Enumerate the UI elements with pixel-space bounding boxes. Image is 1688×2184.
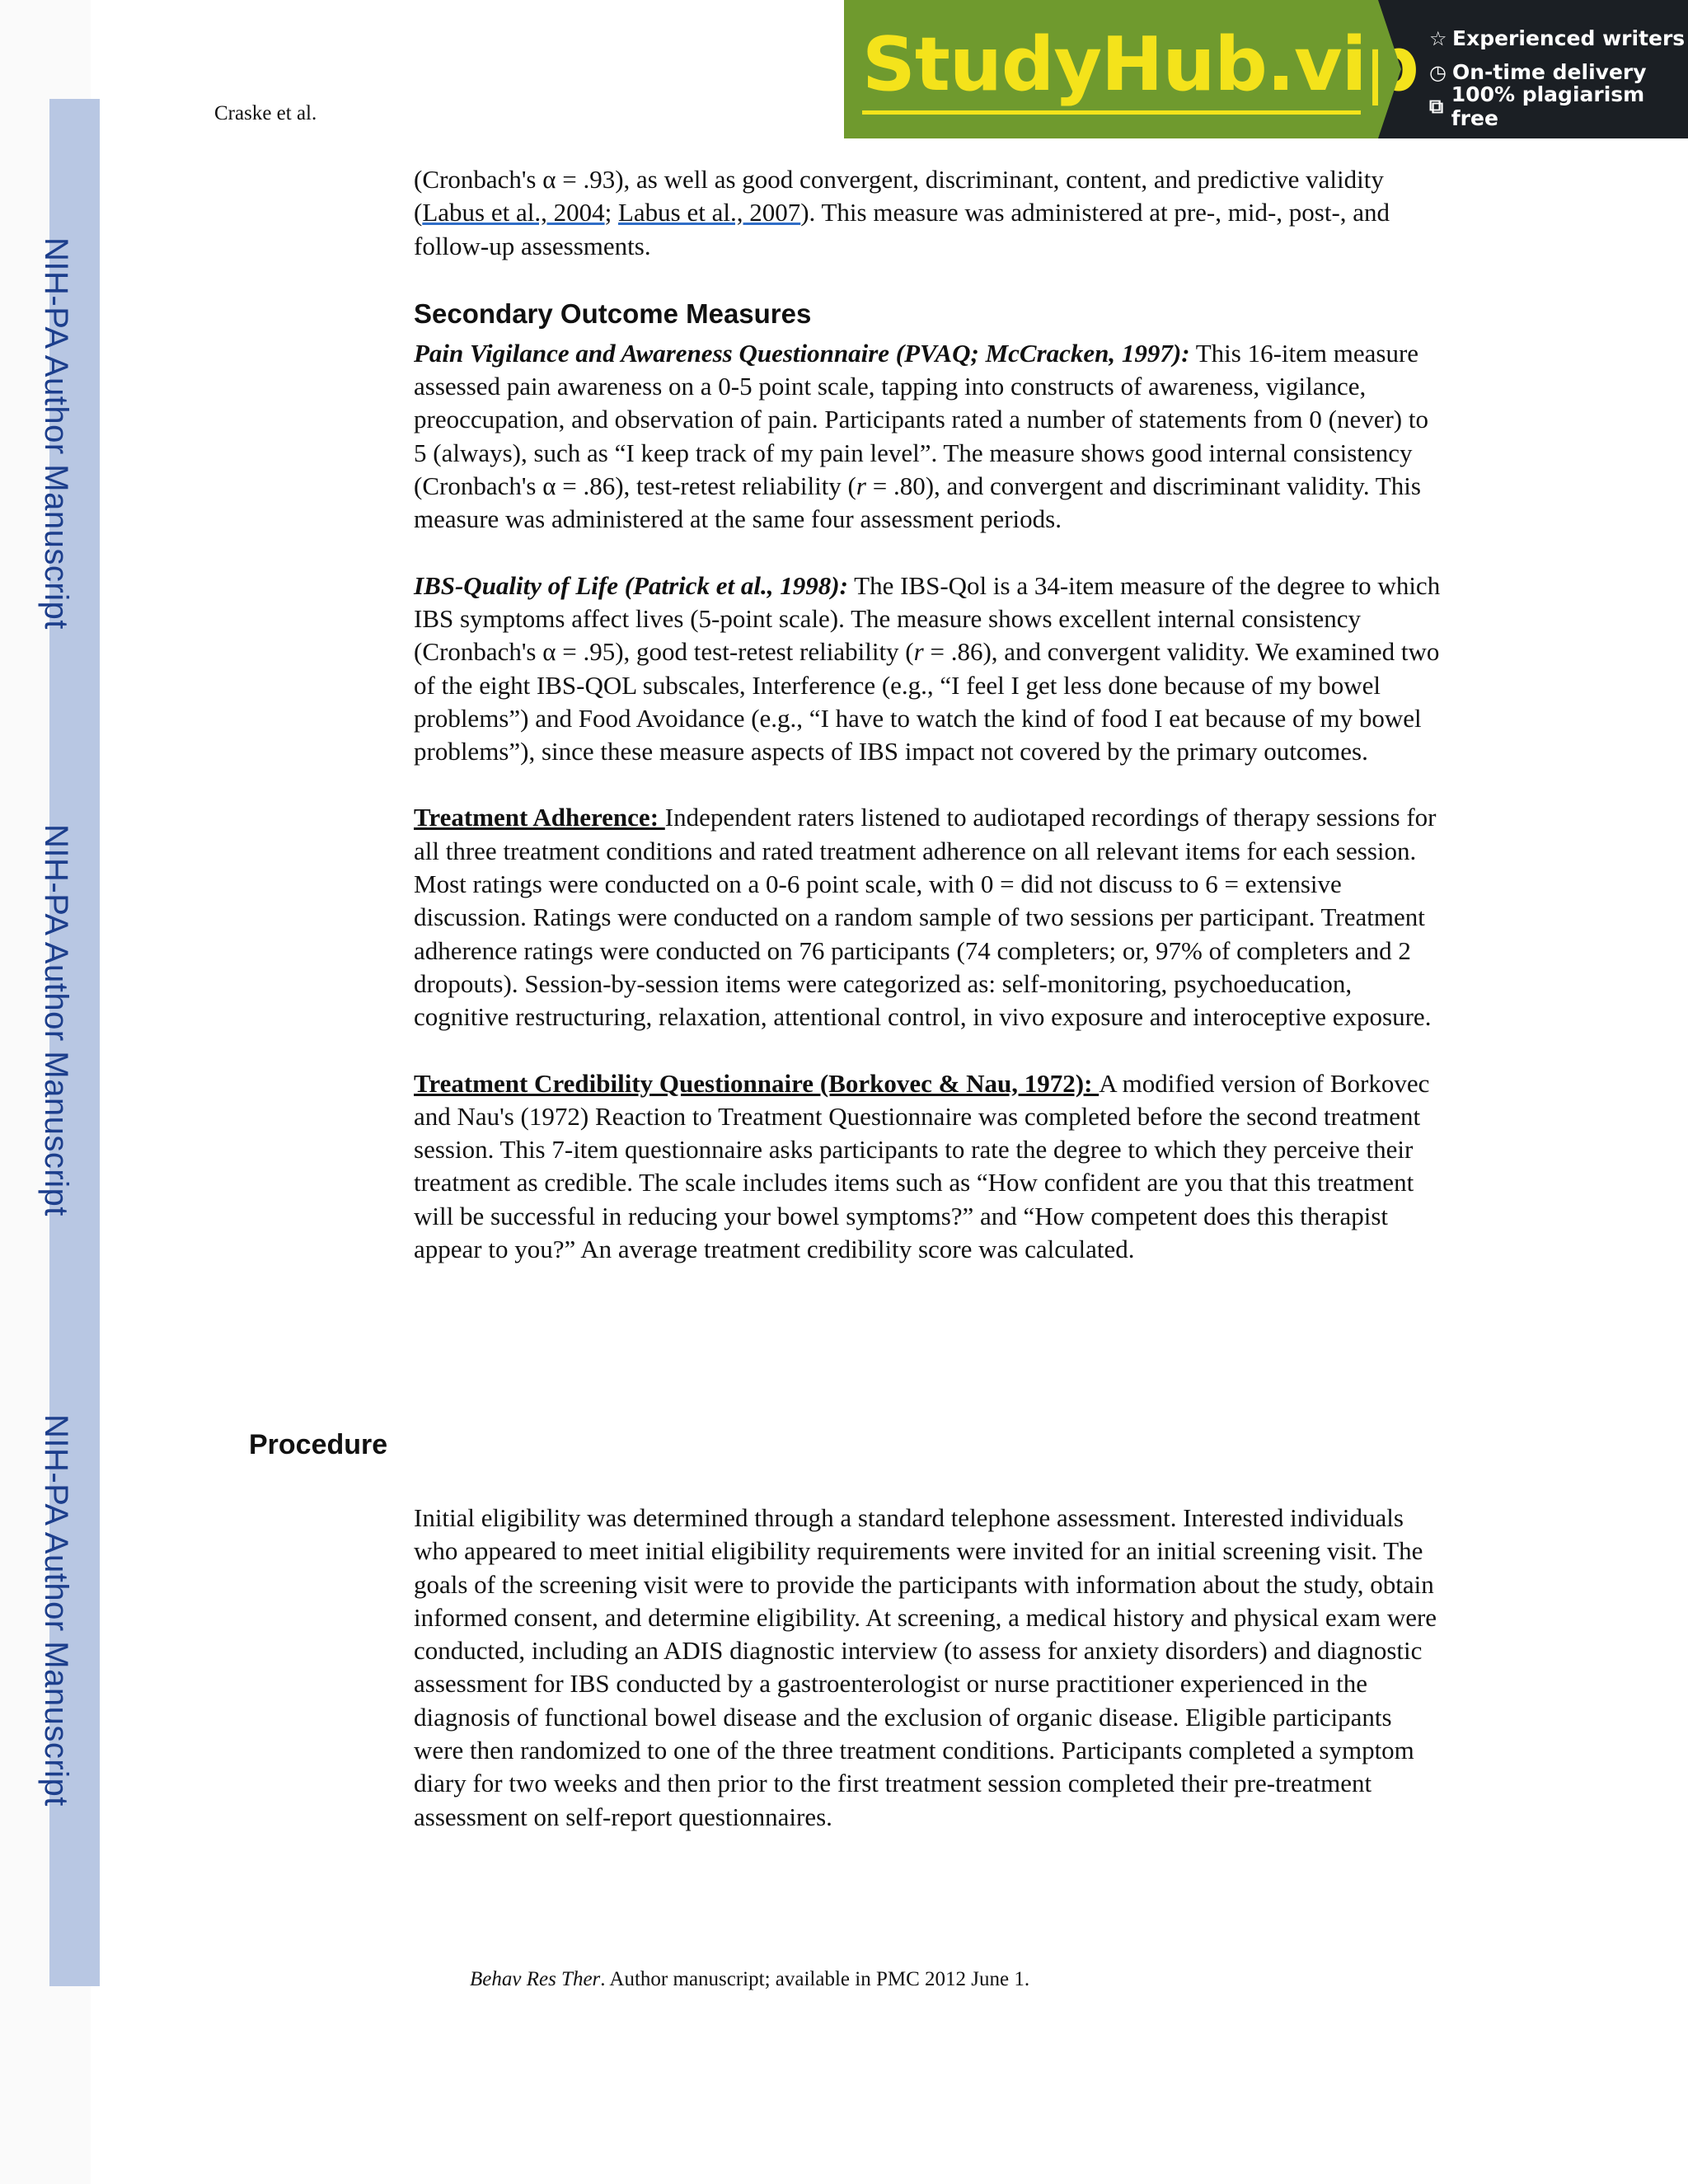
measure-title: IBS-Quality of Life (Patrick et al., 1998): (414, 570, 848, 600)
section-heading: Secondary Outcome Measures (414, 298, 812, 329)
main-content (414, 163, 1444, 1266)
measure-title[interactable]: Treatment Credibility Questionnaire (Borkovec & Nau, 1972): (414, 1068, 1100, 1098)
measure-title: Treatment Adherence: (414, 803, 665, 832)
running-head: Craske et al. (214, 102, 317, 124)
citation-link[interactable]: Labus et al., 2004 (422, 198, 605, 227)
procedure-paragraph: Initial eligibility was determined through a standard telephone assessment. Interested individuals who appeared to meet initial eligibility requirements were invited for an initial screening visit. The goals of the screening visit were to provide the participants with information about the study, obtain informed consent, and determine eligibility. At screening, a medical history and physical exam were conducted, including an ADIS diagnostic interview (to assess for anxiety disorders) and diagnostic assessment for IBS conducted by a gastroenterologist or nurse practitioner experienced in the diagnosis of functional bowel disease and the exclusion of organic disease. Eligible participants were then randomized to one of the three treatment conditions. Participants completed a symptom diary for two weeks and then prior to the first treatment session completed their pre-treatment assessment on self-report questionnaires. (414, 1503, 1437, 1831)
credibility-paragraph: Treatment Credibility Questionnaire (Borkovec & Nau, 1972): A modified version of Borkovec and Nau's (1972) Reaction to Treatment Questionnaire was completed before the second treatment session. This 7-item questionnaire asks participants to rate the degree to which they perceive their treatment as credible. The scale includes items such as “How confident are you that this treatment will be successful in reducing your bowel symptoms?” and “How competent does this therapist appear to you?” An average treatment credibility score was calculated. (414, 1068, 1430, 1264)
ibsqol-paragraph: IBS-Quality of Life (Patrick et al., 1998): The IBS-Qol is a 34-item measure of the degree to which IBS symptoms affect lives (5-point scale). The measure shows excellent internal consistency (Cronbach's α = .95), good test-retest reliability (r = .86), and convergent validity. We examined two of the eight IBS-QOL subscales, Interference (e.g., “I feel I get less done because of my bowel problems”) and Food Avoidance (e.g., “I have to watch the kind of food I eat because of my bowel problems”), since these measure aspects of IBS impact not covered by the primary outcomes. (414, 570, 1441, 766)
ad-feature: ☆ Experienced writers (1429, 26, 1686, 50)
procedure-content (414, 1476, 1444, 1859)
ad-brand[interactable]: StudyHub.vip (862, 21, 1418, 108)
page-footer: Behav Res Ther. Author manuscript; available in PMC 2012 June 1. (470, 1968, 1030, 1990)
copy-icon: ⧉ (1429, 94, 1444, 118)
section-heading-procedure: Procedure (249, 1429, 388, 1460)
ad-banner[interactable] (844, 0, 1688, 138)
star-icon: ☆ (1429, 26, 1447, 50)
ad-feature: ⧉ 100% plagiarism free (1429, 82, 1645, 130)
citation-link[interactable]: Labus et al., 2007 (617, 198, 801, 227)
pvaq-paragraph: Pain Vigilance and Awareness Questionnaire (PVAQ; McCracken, 1997): This 16-item measure assessed pain awareness on a 0-5 point scale, tapping into constructs of awareness, vigilance, preoccupation, and observation of pain. Participants rated a number of statements from 0 (never) to 5 (always), such as “I keep track of my pain level”. The measure shows good internal consistency (Cronbach's α = .86), test-retest reliability (r = .80), and convergent and discriminant validity. This measure was administered at the same four assessment periods. (414, 338, 1428, 534)
clock-icon: ◷ (1429, 60, 1447, 84)
measure-title: Pain Vigilance and Awareness Questionnaire (PVAQ; McCracken, 1997): (414, 338, 1190, 368)
ad-brand-panel[interactable] (844, 0, 1418, 138)
ad-features (1378, 0, 1688, 138)
intro-paragraph: (Cronbach's α = .93), as well as good convergent, discriminant, content, and predictive validity (Labus et al., 2004; Labus et al., 2007). This measure was administered at pre-, mid-, post-, and follow-up assessments. (414, 165, 1390, 260)
ad-feature: ◷ On-time delivery (1429, 60, 1647, 84)
adherence-paragraph: Treatment Adherence: Independent raters listened to audiotaped recordings of therapy sessions for all three treatment conditions and rated treatment adherence on all relevant items for each session. Most ratings were conducted on a 0-6 point scale, with 0 = did not discuss to 6 = extensive discussion. Ratings were conducted on a random sample of two sessions per participant. Treatment adherence ratings were conducted on 76 participants (74 completers; or, 97% of completers and 2 dropouts). Session-by-session items were categorized as: self-monitoring, psychoeducation, cognitive restructuring, relaxation, attentional control, in vivo exposure and interoceptive exposure. (414, 803, 1437, 1032)
ad-brand-underline (862, 110, 1361, 115)
